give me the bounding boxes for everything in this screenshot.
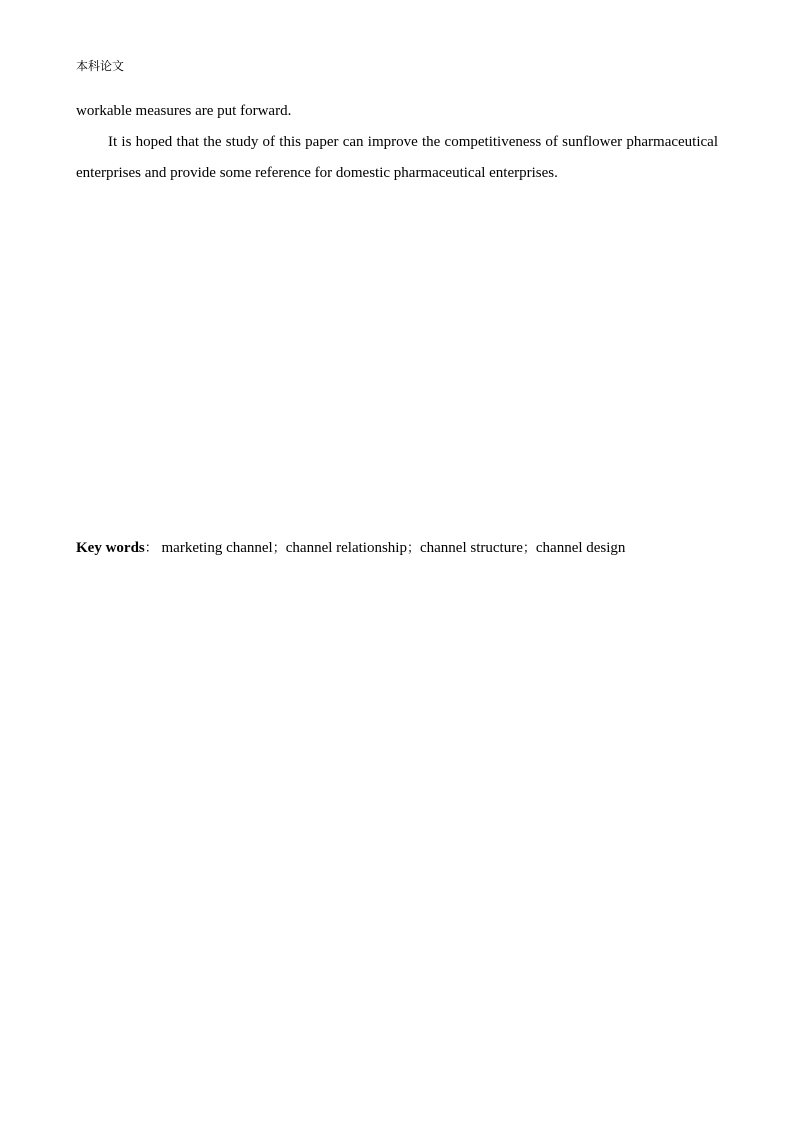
keyword-item: channel structure bbox=[419, 540, 523, 556]
keywords-colon: ： bbox=[144, 541, 158, 556]
abstract-continued-line: workable measures are put forward. bbox=[76, 103, 292, 119]
keyword-item: marketing channel bbox=[161, 540, 273, 556]
abstract-paragraph: It is hoped that the study of this paper can improve the competitiveness of sunflower pharmaceutical enterprises and provide some reference for domestic pharmaceutical enterprises. bbox=[76, 134, 718, 181]
keyword-separator: ； bbox=[522, 541, 536, 556]
keywords-line bbox=[76, 537, 718, 560]
keyword-separator: ； bbox=[272, 541, 286, 556]
running-header: 本科论文 bbox=[76, 59, 125, 73]
keywords-label: Key words bbox=[76, 540, 145, 556]
keyword-separator: ； bbox=[406, 541, 420, 556]
keyword-item: channel design bbox=[535, 540, 626, 556]
keyword-item: channel relationship bbox=[285, 540, 407, 556]
